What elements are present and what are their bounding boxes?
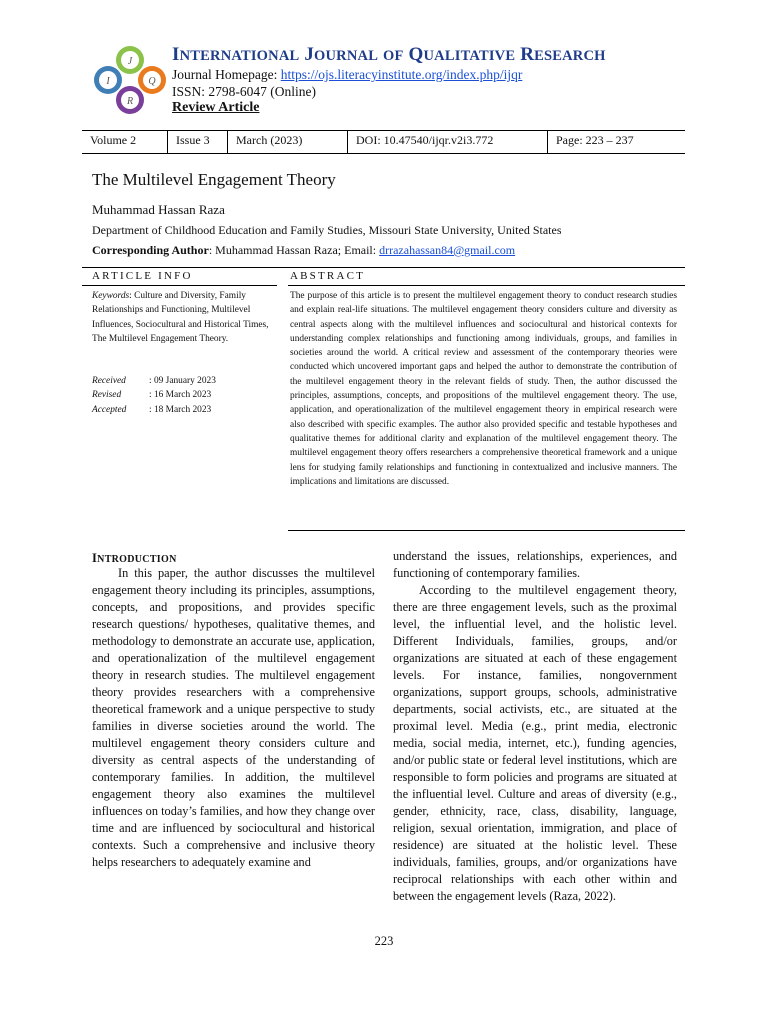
affiliation: Department of Childhood Education and Family Studies, Missouri State University, United States [92, 223, 562, 237]
divider [288, 285, 685, 286]
article-title: The Multilevel Engagement Theory [92, 170, 336, 189]
issue-metadata-bar [82, 130, 685, 154]
accepted-date: Accepted : 18 March 2023 [92, 404, 212, 415]
received-date: Received : 09 January 2023 [92, 376, 216, 386]
corresponding-label: Corresponding Author [92, 243, 209, 257]
divider [82, 285, 277, 286]
section-heading-introduction: INTRODUCTION [92, 551, 177, 565]
article-info-heading: ARTICLE INFO [92, 270, 193, 282]
keywords: Keywords: Culture and Diversity, Family Relationships and Functioning, Multilevel Influences, Sociocultural and Historical Times, The Multilevel Engagement Theory. [92, 291, 269, 344]
divider [82, 267, 685, 268]
email-link[interactable]: drrazahassan84@gmail.com [379, 243, 516, 257]
author-name: Muhammad Hassan Raza [92, 202, 225, 217]
revised-date: Revised : 16 March 2023 [92, 390, 212, 401]
homepage-link[interactable]: https://ojs.literacyinstitute.org/index.php/ijqr [280, 67, 523, 82]
journal-logo [86, 42, 172, 116]
logo-letter-r: R [126, 96, 134, 107]
paragraph: According to the multilevel engagement theory, there are three engagement levels, such as the proximal level, the influential level, and the holistic level. Different Individuals, families, groups, and/or organizations are situated at each of these engagement levels. For instance, families, nongovernment organizations, support groups, schools, administrative departments, social activists, etc., are situated at the proximal level. Media (e.g., print media, electronic media, social media, internet, etc.), funding agencies, and/or public state or federal level institutions, which are responsible to form policies and programs are situated at the influential level. Culture and areas of diversity (e.g., gender, ethnicity, race, class, disability, language, religion, sexual orientation, immigration, and place of residence) are situated at the holistic level. These individuals, families, groups, and/or organizations have reciprocal relationships with each other within and between the engagement levels (Raza, 2022). [393, 583, 677, 903]
issue-date: March (2023) [228, 131, 348, 153]
logo-letter-q: Q [148, 76, 156, 87]
body-column-right [393, 548, 677, 905]
divider [288, 530, 685, 531]
issn: ISSN: 2798-6047 (Online) [172, 84, 316, 99]
doi: DOI: 10.47540/ijqr.v2i3.772 [348, 131, 548, 153]
issue: Issue 3 [168, 131, 228, 153]
volume: Volume 2 [82, 131, 168, 153]
journal-title: INTERNATIONAL JOURNAL OF QUALITATIVE RESEARCH [172, 44, 606, 65]
paragraph: understand the issues, relationships, experiences, and functioning of contemporary families. [393, 549, 677, 580]
page-range: Page: 223 – 237 [556, 133, 634, 147]
paragraph: In this paper, the author discusses the multilevel engagement theory including its principles, assumptions, concepts, and propositions, and provides specific research questions/ hypotheses, qualitative themes, and methodology to demonstrate an accurate use, application, and operationalization of the multilevel engagement theory in research studies. The multilevel engagement theory provides researchers with a comprehensive theoretical framework and a unique perspective to study families in diverse societies around the world. The multilevel engagement theory considers culture and diversity as central aspects of the understanding of contemporary families. In addition, the multilevel engagement theory also examines the multilevel influences on today’s families, and how they change over time and are influenced by sociocultural and historical contexts. Such a comprehensive and inclusive theory helps researchers to adequately examine and [92, 566, 375, 869]
body-column-left [92, 565, 375, 871]
journal-homepage [172, 67, 522, 83]
abstract-text: The purpose of this article is to present the multilevel engagement theory to conduct research studies and explain real-life situations. The multilevel engagement theory considers culture and diversity as central aspects along with the multilevel influences and sociocultural and historical contexts for understanding complex relationships and functioning among individuals, groups, and families in societies around the world. A critical review and assessment of the contemporary theories were conducted which uncovered important gaps and helped the author to demonstrate the contribution of the multilevel engagement theory in the relevant fields of study. Then, the author discussed the principles, assumptions, concepts, and propositions of the multilevel engagement theory. The use, application, and operationalization of the multilevel engagement theory in empirical research were also described with specific examples. The author also provided specific and testable hypotheses and qualitative themes for additional clarity and explanation of the multilevel engagement theory. The multilevel engagement theory offers researchers a comprehensive theoretical framework and a unique lens for studying family relationships and functioning in contextualized and inclusive manners. The implications and limitations are discussed. [290, 291, 677, 487]
page-number: 223 [374, 934, 394, 948]
article-type: Review Article [172, 100, 260, 115]
logo-letter-i: I [106, 76, 110, 87]
abstract-heading: ABSTRACT [290, 270, 366, 282]
keywords-label: Keywords [92, 291, 130, 301]
logo-letter-j: J [127, 56, 133, 67]
homepage-label: Journal Homepage: [172, 67, 281, 82]
corresponding-author: Corresponding Author: Muhammad Hassan Raza; Email: drrazahassan84@gmail.com [92, 243, 516, 257]
article-dates [92, 374, 216, 417]
